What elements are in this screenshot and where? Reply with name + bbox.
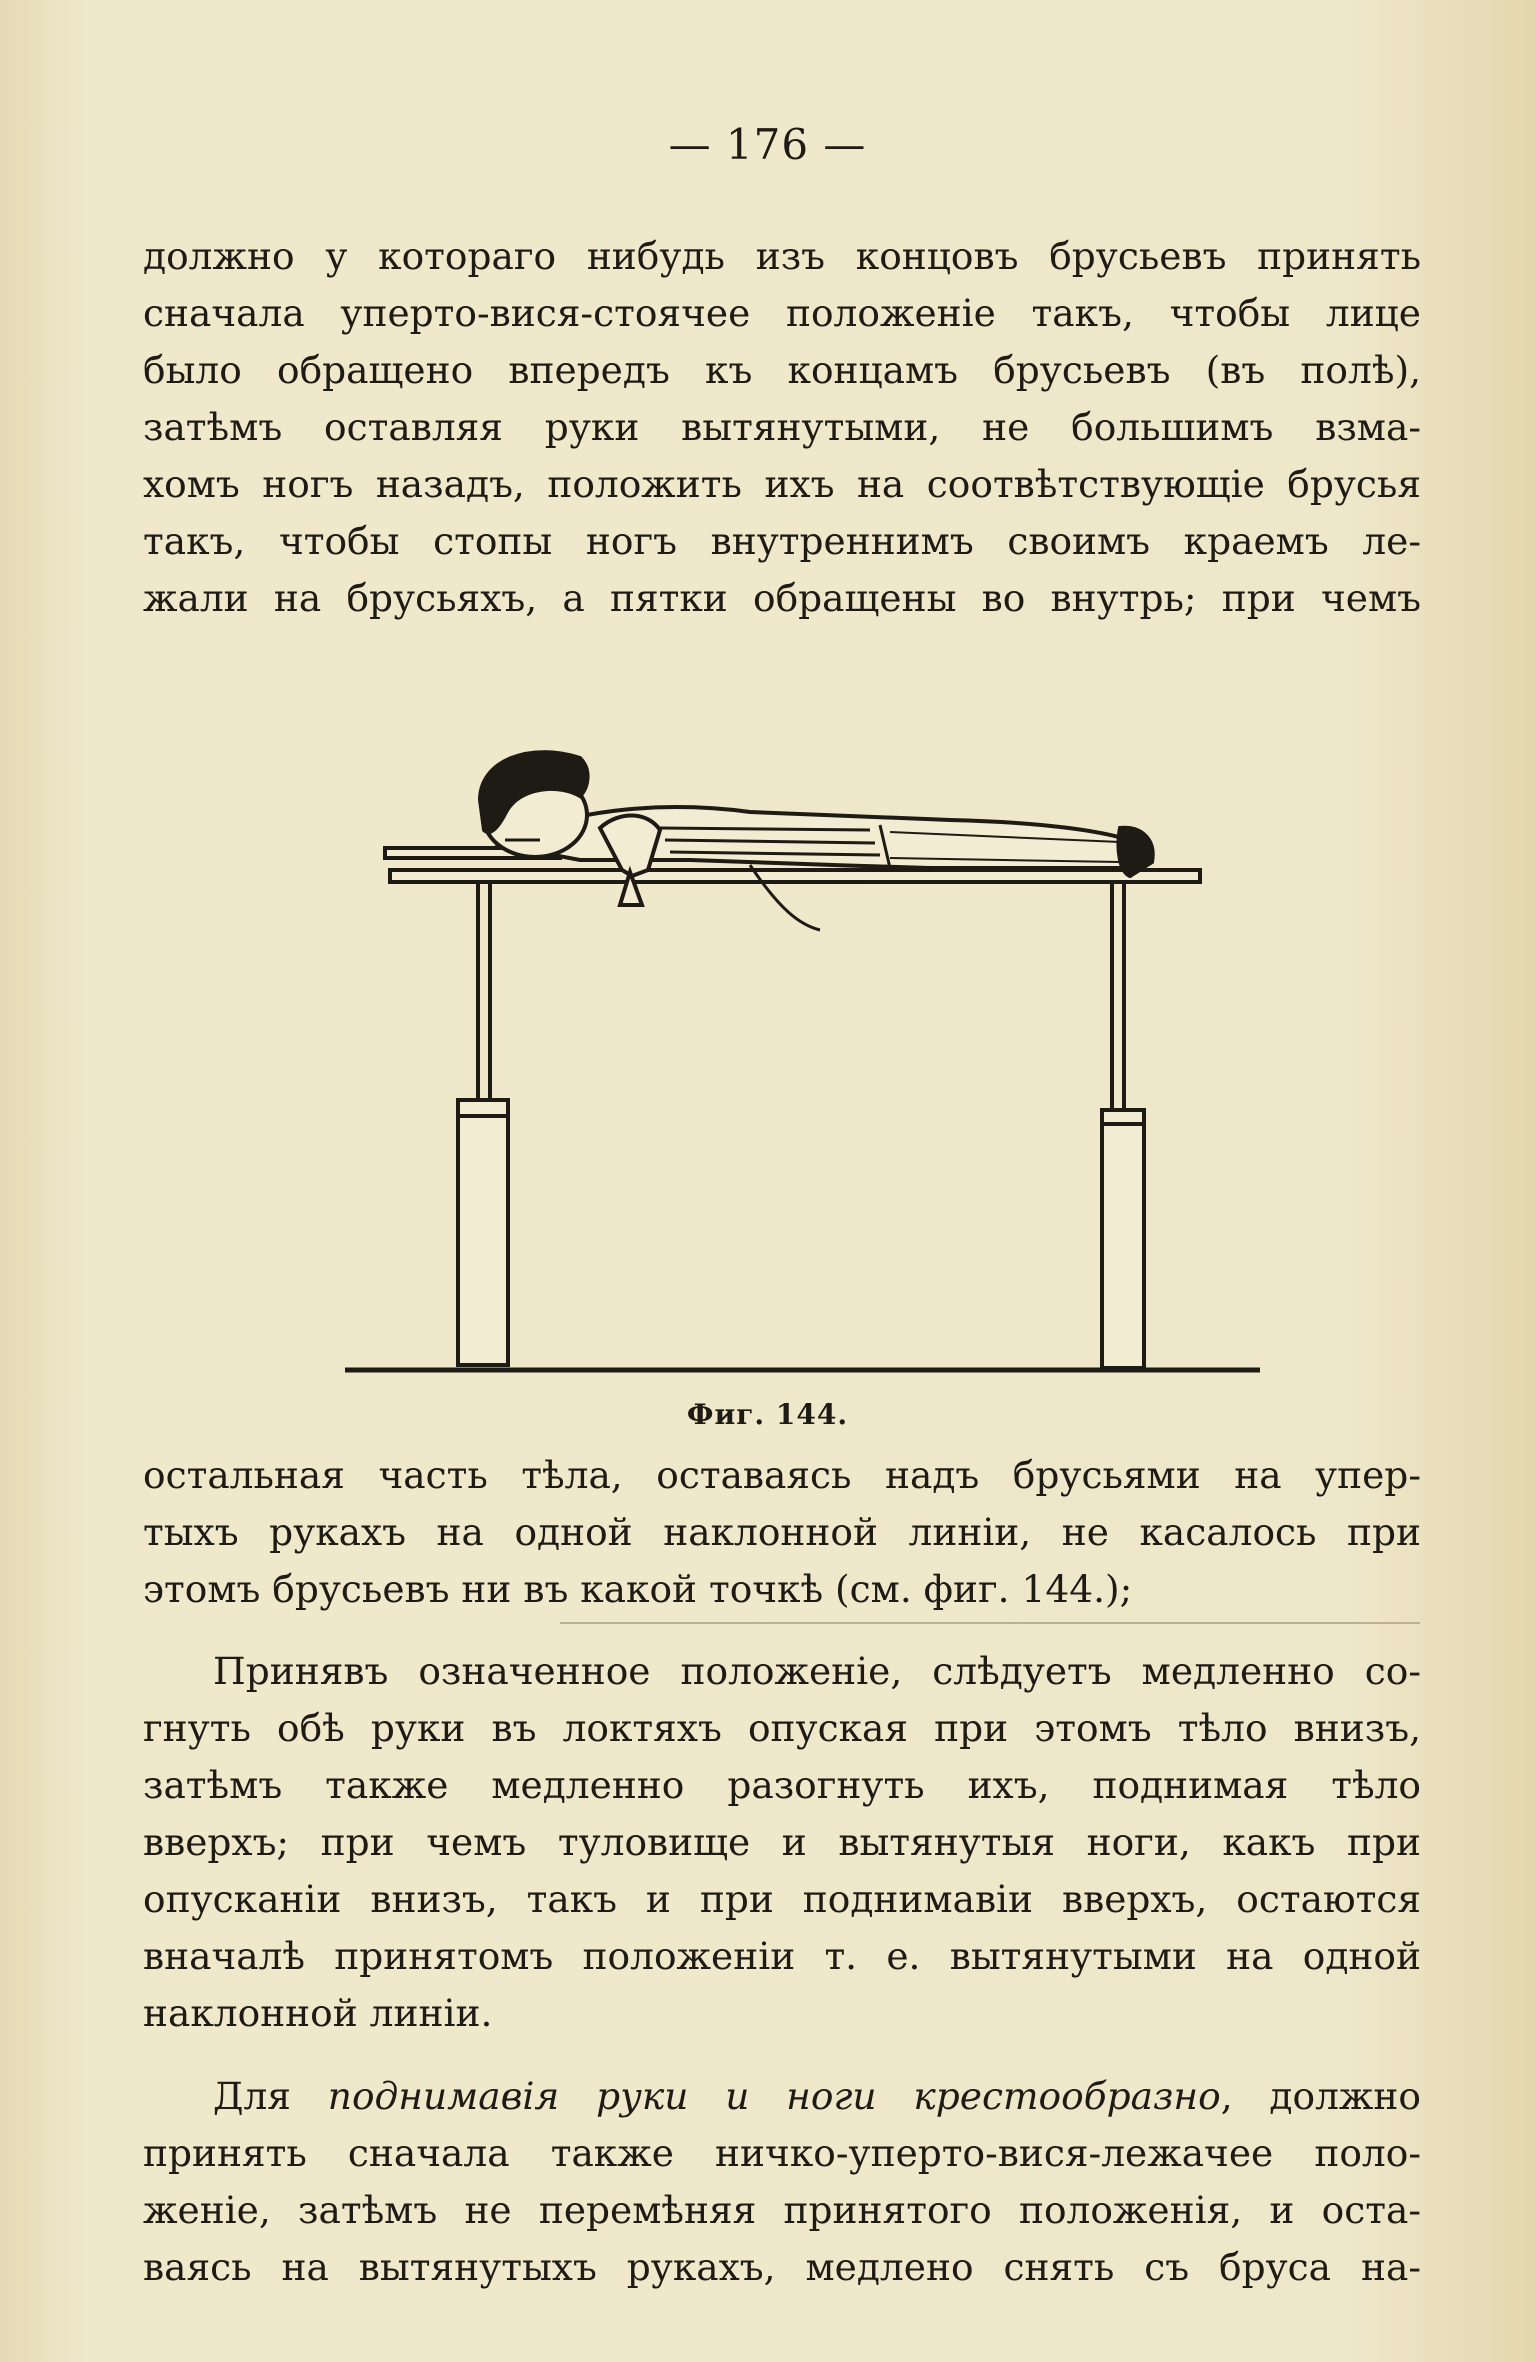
page-number: — 176 — (668, 120, 867, 169)
text-line: остальная часть тѣла, оставаясь надъ брусьями на упер- (143, 1453, 1421, 1497)
figure-144-illustration (330, 700, 1270, 1380)
text-line (143, 2068, 1421, 2125)
text-line: такъ, чтобы стопы ногъ внутреннимъ своимъ краемъ ле- (143, 519, 1421, 563)
text-line: жали на брусьяхъ, а пятки обращены во внутрь; при чемъ (143, 576, 1421, 620)
paragraph-2 (143, 1447, 1421, 1618)
text-line: тыхъ рукахъ на одной наклонной линiи, не касалось при (143, 1510, 1421, 1554)
text-line: вверхъ; при чемъ туловище и вытянутыя ноги, какъ при (143, 1820, 1421, 1864)
text-line: затѣмъ также медленно разогнуть ихъ, поднимая тѣло (143, 1763, 1421, 1807)
text-line: женiе, затѣмъ не перемѣняя принятого положенiя, и оста- (143, 2188, 1421, 2232)
text-line: гнуть обѣ руки въ локтяхъ опуская при этомъ тѣло внизъ, (143, 1706, 1421, 1750)
paragraph-4 (143, 2068, 1421, 2296)
text-line: Принявъ означенное положенiе, слѣдуетъ медленно со- (213, 1649, 1421, 1693)
figure-caption: Фиг. 144. (686, 1398, 849, 1431)
text-line: вначалѣ принятомъ положенiи т. е. вытянутыми на одной (143, 1934, 1421, 1978)
text-suffix: , должно (1220, 2074, 1421, 2118)
paragraph-1 (143, 228, 1421, 627)
italic-term: поднимавiя руки и ноги крестообразно (327, 2074, 1221, 2118)
parallel-bars-drawing (330, 700, 1270, 1380)
text-line: затѣмъ оставляя руки вытянутыми, не большимъ взма- (143, 405, 1421, 449)
text-line: сначала уперто-вися-стоячее положенiе такъ, чтобы лице (143, 291, 1421, 335)
text-line: должно у котораго нибудь изъ концовъ брусьевъ принять (143, 234, 1421, 278)
text-line: принять сначала также ничко-уперто-вися-лежачее поло- (143, 2131, 1421, 2175)
text-line: было обращено впередъ къ концамъ брусьевъ (въ полѣ), (143, 348, 1421, 392)
text-line: наклонной линiи. (143, 1991, 493, 2035)
text-line: этомъ брусьевъ ни въ какой точкѣ (см. фиг. 144.); (143, 1567, 1133, 1611)
text-line: хомъ ногъ назадъ, положить ихъ на соотвѣтствующiе брусья (143, 462, 1421, 506)
text-line: ваясь на вытянутыхъ рукахъ, медлено снять съ бруса на- (143, 2245, 1421, 2289)
text-prefix: Для (213, 2074, 328, 2118)
text-line: опусканiи внизъ, такъ и при поднимавiи вверхъ, остаются (143, 1877, 1421, 1921)
paragraph-3 (143, 1643, 1421, 2042)
faint-rule (560, 1622, 1420, 1624)
